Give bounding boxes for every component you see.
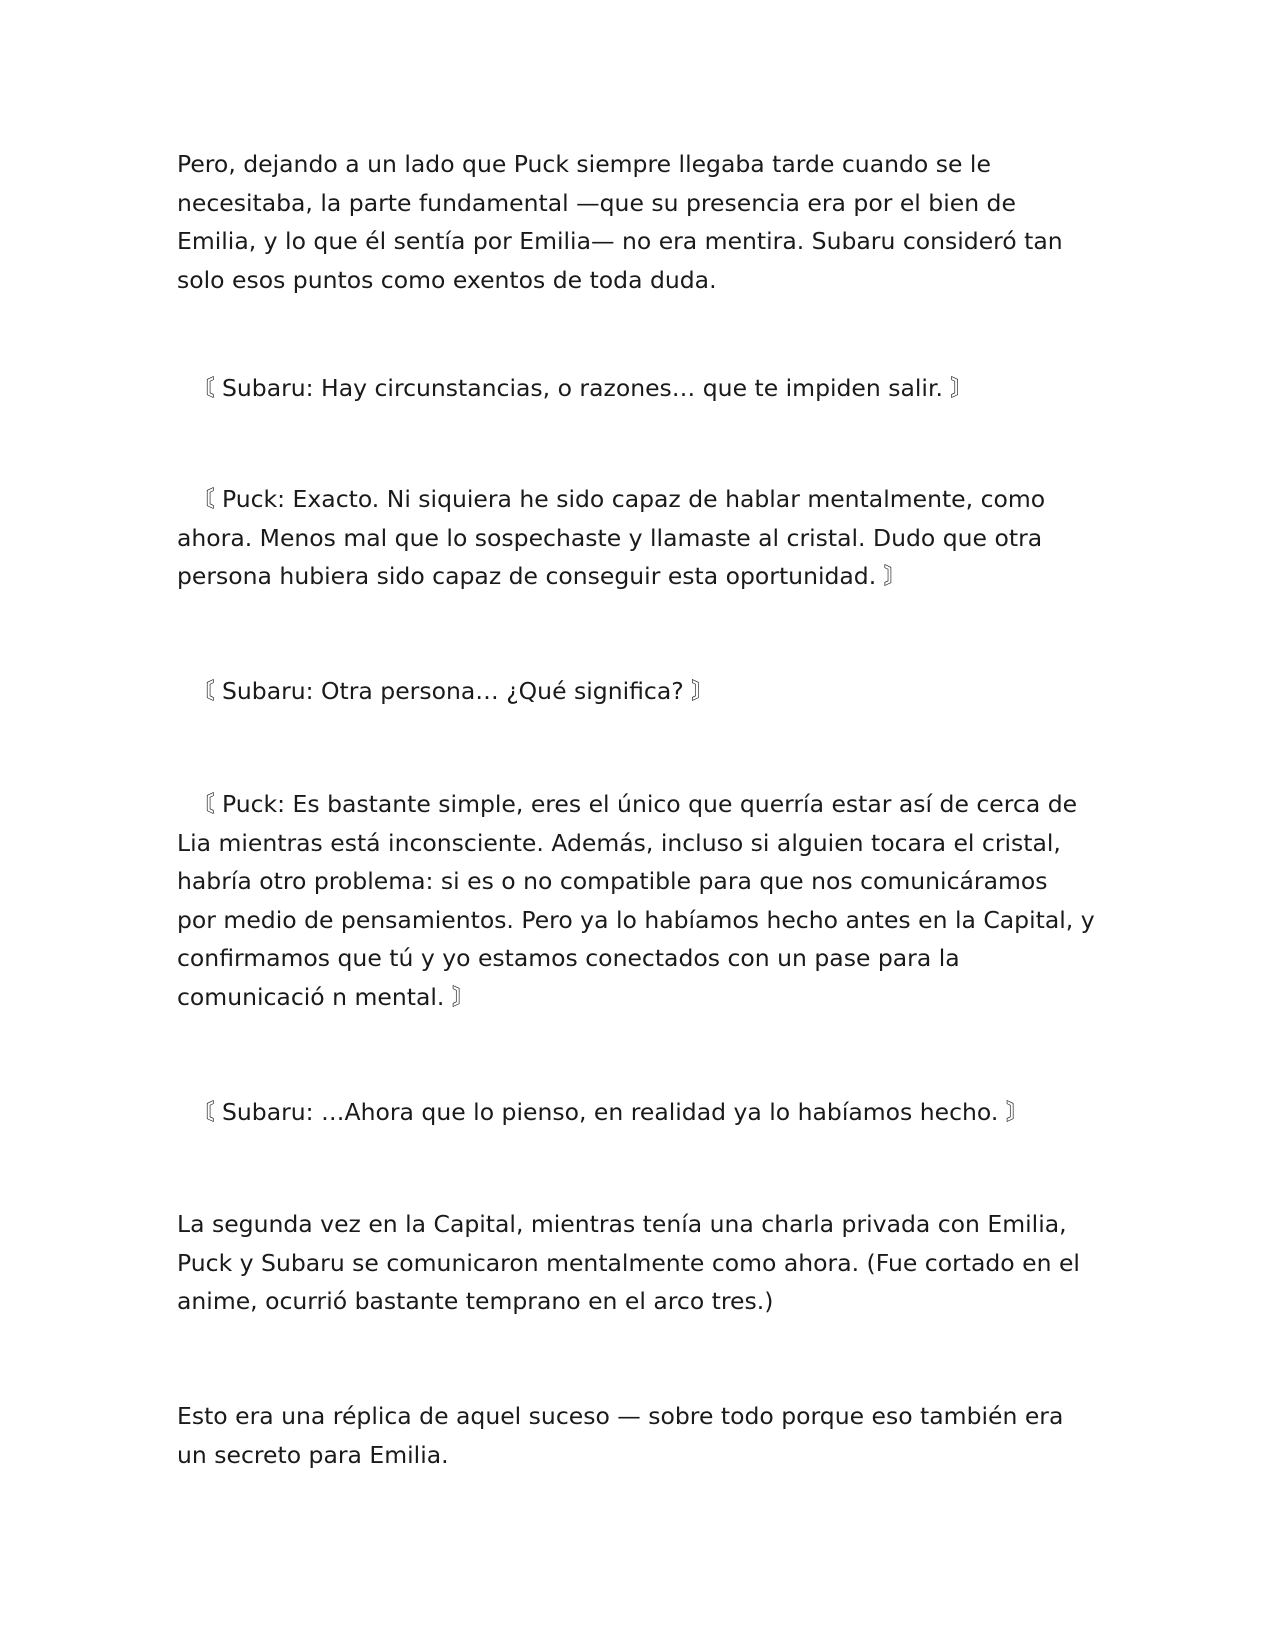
text-line: 〘 Subaru: Otra persona… ¿Qué significa? 〙	[191, 677, 715, 705]
text-line: confirmamos que tú y yo estamos conectados con un pase para la	[177, 944, 960, 972]
text-line: solo esos puntos como exentos de toda duda.	[177, 265, 717, 294]
paragraph-narration	[177, 1205, 1107, 1321]
paragraph-dialogue-puck	[177, 785, 1107, 1016]
text-line: ahora. Menos mal que lo sospechaste y llamaste al cristal. Dudo que otra	[177, 523, 1043, 552]
text-line: necesitaba, la parte fundamental —que su presencia era por el bien de	[177, 188, 1016, 217]
text-line: persona hubiera sido capaz de conseguir esta oportunidad. 〙	[177, 562, 908, 590]
text-line: 〘 Subaru: Hay circunstancias, o razones… que te impiden salir. 〙	[191, 374, 974, 402]
paragraph-narration	[177, 1397, 1107, 1474]
paragraph-dialogue-subaru	[177, 672, 1107, 711]
text-line: 〘 Subaru: …Ahora que lo pienso, en realidad ya lo habíamos hecho. 〙	[191, 1098, 1030, 1126]
text-line: Esto era una réplica de aquel suceso — sobre todo porque eso también era	[177, 1402, 1064, 1430]
text-line: Lia mientras está inconsciente. Además, incluso si alguien tocara el cristal,	[177, 828, 1061, 857]
text-line: Puck y Subaru se comunicaron mentalmente como ahora. (Fue cortado en el	[177, 1248, 1080, 1277]
text-line: anime, ocurrió bastante temprano en el arco tres.)	[177, 1287, 774, 1315]
text-line: 〘 Puck: Exacto. Ni siquiera he sido capaz de hablar mentalmente, como	[191, 485, 1046, 513]
text-line: un secreto para Emilia.	[177, 1440, 449, 1469]
paragraph-narration	[177, 145, 1107, 299]
text-line: 〘 Puck: Es bastante simple, eres el único que querría estar así de cerca de	[191, 790, 1078, 818]
text-line: La segunda vez en la Capital, mientras tenía una charla privada con Emilia,	[177, 1210, 1067, 1238]
paragraph-dialogue-subaru	[177, 1093, 1107, 1132]
paragraph-dialogue-subaru	[177, 369, 1107, 408]
text-line: habría otro problema: si es o no compatible para que nos comunicáramos	[177, 867, 1048, 895]
text-line: comunicació n mental. 〙	[177, 982, 476, 1011]
text-line: Pero, dejando a un lado que Puck siempre llegaba tarde cuando se le	[177, 150, 991, 178]
text-line: por medio de pensamientos. Pero ya lo habíamos hecho antes en la Capital, y	[177, 905, 1095, 934]
paragraph-dialogue-puck	[177, 480, 1107, 596]
text-line: Emilia, y lo que él sentía por Emilia— no era mentira. Subaru consideró tan	[177, 227, 1063, 255]
